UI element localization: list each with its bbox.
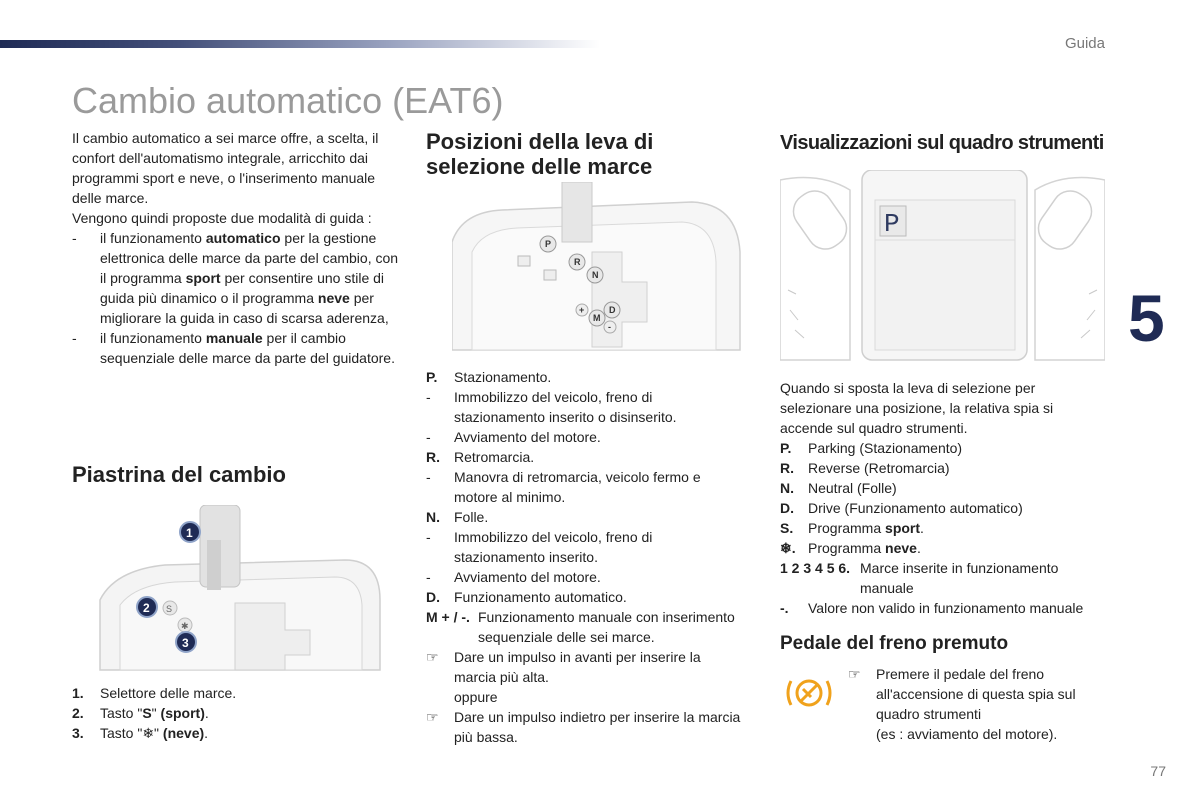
lever-positions-list bbox=[426, 367, 746, 747]
position-p: P. Stazionamento. bbox=[426, 369, 552, 385]
cluster-intro: Quando si sposta la leva di selezione per selezionare una posizione, la relativa spia si accende sul quadro strumenti. bbox=[780, 380, 1054, 436]
pointing-hand-icon: ☞ bbox=[426, 709, 439, 725]
column-intro bbox=[72, 128, 402, 368]
snowflake-icon: ❄. bbox=[780, 540, 796, 556]
gate-letter-minus: - bbox=[608, 322, 611, 332]
shift-plate-illustration bbox=[95, 505, 385, 680]
callout-2: 2 bbox=[143, 601, 150, 615]
brake-pedal-warning-icon bbox=[783, 675, 835, 711]
display-invalid: -. Valore non valido in funzionamento manuale bbox=[780, 600, 1084, 616]
position-n-detail-1: - Immobilizzo del veicolo, freno di stazionamento inserito. bbox=[426, 529, 653, 565]
heading-brake-pedal: Pedale del freno premuto bbox=[780, 633, 1009, 654]
plate-legend bbox=[72, 683, 402, 743]
position-r-detail: - Manovra di retromarcia, veicolo fermo e motore al minimo. bbox=[426, 469, 701, 505]
display-gear-readout: P bbox=[884, 209, 900, 239]
legend-item-2: 2. Tasto "S" (sport). bbox=[72, 705, 209, 721]
gate-letter-m: M bbox=[593, 313, 601, 323]
intro-paragraph: Il cambio automatico a sei marce offre, a scelta, il confort dell'automatismo integrale, arricchito dai programmi sport e neve, o l'inserimento manuale delle marce. bbox=[72, 130, 379, 206]
gate-letter-plus: + bbox=[579, 305, 585, 315]
position-r: R. Retromarcia. bbox=[426, 449, 535, 465]
position-p-detail-2: - Avviamento del motore. bbox=[426, 429, 601, 445]
gate-letter-p: P bbox=[545, 239, 552, 249]
modes-list bbox=[72, 228, 402, 368]
display-n: N. Neutral (Folle) bbox=[780, 480, 897, 496]
brake-instruction: Premere il pedale del freno all'accensione di questa spia sul quadro strumenti bbox=[876, 666, 1076, 722]
position-p-detail-1: - Immobilizzo del veicolo, freno di stazionamento inserito o disinserito. bbox=[426, 389, 677, 425]
display-snow: ❄. Programma neve. bbox=[780, 540, 921, 556]
gate-letter-d: D bbox=[609, 305, 616, 315]
section-label: Guida bbox=[1064, 35, 1105, 52]
chapter-number: 5 bbox=[1128, 281, 1165, 355]
legend-item-3: 3. Tasto "❄" (neve). bbox=[72, 725, 209, 741]
position-d: D. Funzionamento automatico. bbox=[426, 589, 627, 605]
heading-plate: Piastrina del cambio bbox=[72, 462, 286, 487]
gate-letter-r: R bbox=[574, 257, 581, 267]
header-accent-bar bbox=[0, 40, 600, 48]
heading-cluster-display: Visualizzazioni sul quadro strumenti bbox=[780, 132, 1104, 154]
pointing-hand-icon: ☞ bbox=[426, 649, 439, 665]
impulse-up: ☞ Dare un impulso in avanti per inserire la marcia più alta. bbox=[426, 649, 701, 685]
display-gears: 1 2 3 4 5 6. Marce inserite in funzionamento manuale bbox=[780, 560, 1059, 596]
mode-manual: - il funzionamento manuale per il cambio sequenziale delle marce da parte del guidatore. bbox=[72, 328, 402, 368]
legend-item-1: 1. Selettore delle marce. bbox=[72, 685, 237, 701]
brake-pedal-text bbox=[848, 664, 1088, 744]
page-title: Cambio automatico (EAT6) bbox=[72, 80, 504, 121]
impulse-down: ☞ Dare un impulso indietro per inserire la marcia più bassa. bbox=[426, 709, 741, 745]
brake-note: (es : avviamento del motore). bbox=[876, 726, 1058, 742]
impulse-or: oppure bbox=[454, 689, 498, 705]
heading-lever-positions: Posizioni della leva di selezione delle marce bbox=[426, 129, 654, 179]
gate-letter-n: N bbox=[592, 270, 599, 280]
display-sport: S. Programma sport. bbox=[780, 520, 924, 536]
position-n: N. Folle. bbox=[426, 509, 489, 525]
position-manual: M + / -. Funzionamento manuale con inserimento sequenziale delle sei marce. bbox=[426, 609, 735, 645]
pointing-hand-icon: ☞ bbox=[848, 666, 861, 682]
callout-1: 1 bbox=[186, 526, 193, 540]
page-number: 77 bbox=[1150, 763, 1166, 779]
callout-3: 3 bbox=[182, 636, 189, 650]
display-d: D. Drive (Funzionamento automatico) bbox=[780, 500, 1023, 516]
svg-text:S: S bbox=[166, 604, 173, 614]
cluster-display-list bbox=[780, 378, 1100, 618]
display-r: R. Reverse (Retromarcia) bbox=[780, 460, 950, 476]
intro-modes: Vengono quindi proposte due modalità di guida : bbox=[72, 210, 372, 226]
display-p: P. Parking (Stazionamento) bbox=[780, 440, 963, 456]
position-n-detail-2: - Avviamento del motore. bbox=[426, 569, 601, 585]
svg-text:✱: ✱ bbox=[181, 621, 189, 631]
instrument-cluster-illustration bbox=[780, 170, 1105, 370]
mode-automatic: - il funzionamento automatico per la gestione elettronica delle marce da parte del cambio, con il programma sport per consentire uno stile di guida più dinamico o il programma neve per migliorare la guida in caso di scarsa aderenza, bbox=[72, 228, 402, 328]
gear-gate-illustration bbox=[452, 182, 742, 352]
